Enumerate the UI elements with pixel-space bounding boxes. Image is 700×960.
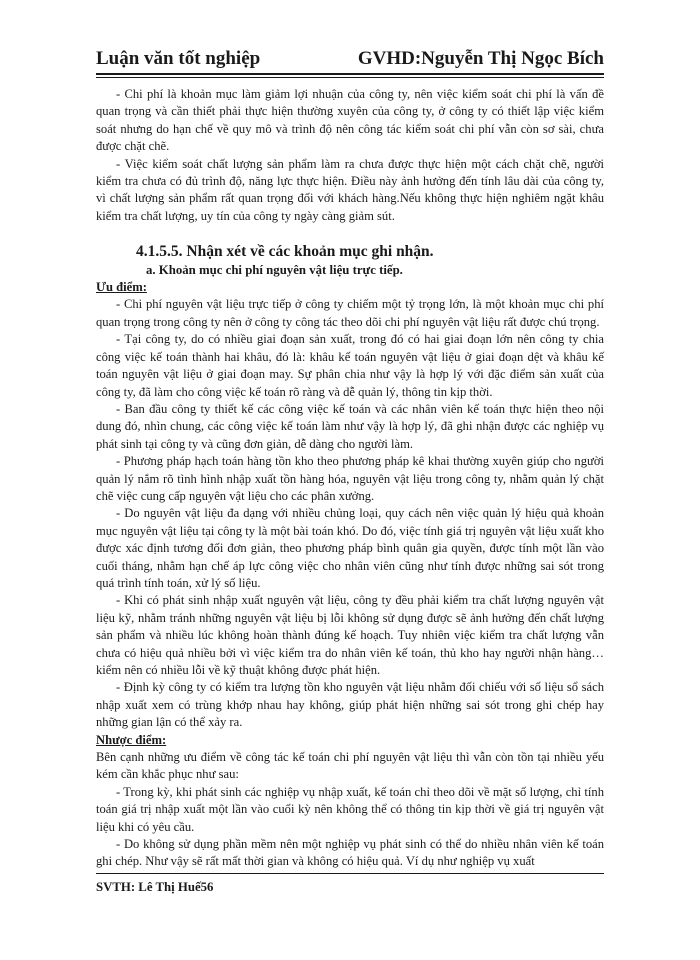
disadvantage-item-1: - Trong kỳ, khi phát sinh các nghiệp vụ nhập xuất, kế toán chỉ theo dõi về mặt số lượng, chỉ tính toán giá trị nhập xuất một lần vào cuối kỳ nên không thể có thông tin kịp thời về giá trị nguyên vật liệu khi có yêu cầu. bbox=[96, 784, 604, 834]
intro-paragraph-2: - Việc kiểm soát chất lượng sản phẩm làm ra chưa được thực hiện một cách chặt chẽ, người kiểm tra chưa có đủ trình độ, năng lực thực hiện. Điều này ảnh hưởng đến tính lâu dài của công ty, vì chất lượng sản phẩm rất quan trọng đối với khách hàng.Nếu không thực hiện nghiêm ngặt khâu kiểm tra chất lượng, uy tín của công ty ngày càng giảm sút. bbox=[96, 156, 604, 223]
advantage-item-1: - Chi phí nguyên vật liệu trực tiếp ở công ty chiếm một tỷ trọng lớn, là một khoản mục chi phí quan trọng trong công ty nên ở công ty công tác theo dõi chi phí nguyên vật liệu rất được chú trọng. bbox=[96, 297, 604, 329]
page-header bbox=[96, 42, 604, 70]
footer-rule bbox=[96, 873, 604, 874]
intro-paragraph-1: - Chi phí là khoản mục làm giảm lợi nhuận của công ty, nên việc kiểm soát chi phí là vấn đề quan trọng và cần thiết phải thực hiện thường xuyên của công ty, ở công ty có thiết lập việc kiểm soát nhưng do hạn chế về quy mô và trình độ nên công tác kiểm soát chi phí vẫn còn sơ sài, chưa được chặt chẽ. bbox=[96, 87, 604, 154]
subsection-title: a. Khoản mục chi phí nguyên vật liệu trực tiếp. bbox=[146, 262, 403, 277]
header-rule-thin bbox=[96, 77, 604, 78]
disadvantages-heading: Nhược điểm: bbox=[96, 732, 167, 747]
advantage-item-5: - Do nguyên vật liệu đa dạng với nhiều chủng loại, quy cách nên việc quản lý hiệu quả khoản mục nguyên vật liệu tại công ty là một bài toán khó. Do đó, việc tính giá trị nguyên vật liệu xuất kho được xác định tương đối đơn giản, theo phương pháp bình quân gia quyền, được tính một lần vào cuối tháng, nhằm hạn chế áp lực công việc cho nhân viên cũng như tính được những sai sót trong quá trình tính toán, xử lý số liệu. bbox=[96, 506, 604, 590]
disadvantage-item-2: - Do không sử dụng phần mềm nên một nghiệp vụ phát sinh có thể do nhiều nhân viên kế toán ghi chép. Như vậy sẽ rất mất thời gian và không có hiệu quả. Ví dụ như nghiệp vụ xuất bbox=[96, 837, 604, 869]
disadvantages-lead: Bên cạnh những ưu điểm về công tác kế toán chi phí nguyên vật liệu thì vẫn còn tồn tại nhiều yếu kém cần khắc phục như sau: bbox=[96, 750, 604, 782]
header-rule-thick bbox=[96, 73, 604, 75]
advantage-item-3: - Ban đầu công ty thiết kế các công việc kế toán và các nhân viên kế toán thực hiện theo nội dung đó, nhìn chung, các công việc kế toán làm như vậy là hợp lý, đã ghi nhận được các nghiệp vụ phát sinh tại công ty và cũng đơn giản, dễ dàng cho người làm. bbox=[96, 401, 604, 451]
advantage-item-2: - Tại công ty, do có nhiều giai đoạn sản xuất, trong đó có hai giai đoạn lớn nên công ty chia công việc kế toán thành hai khâu, đó là: khâu kế toán nguyên vật liệu ở giai đoạn dệt và khâu kế toán nguyên vật liệu ở giai đoạn may. Sự phân chia như vậy là hợp lý với đặc điểm sản xuất của công ty, đã làm cho công việc kế toán rõ ràng và dễ quản lý, thông tin kịp thời. bbox=[96, 332, 604, 399]
advantage-item-7: - Định kỳ công ty có kiểm tra lượng tồn kho nguyên vật liệu nhằm đối chiếu với số liệu sổ sách nhập xuất xem có trùng khớp nhau hay không, giúp phát hiện những sai sót trong ghi chép hay những gian lận có thể xảy ra. bbox=[96, 680, 604, 730]
page-footer: SVTH: Lê Thị Huế56 bbox=[96, 880, 214, 894]
advisor-label: GVHD:Nguyễn Thị Ngọc Bích bbox=[357, 48, 604, 69]
section-title: 4.1.5.5. Nhận xét về các khoản mục ghi nhận. bbox=[136, 243, 434, 261]
advantage-item-4: - Phương pháp hạch toán hàng tồn kho theo phương pháp kê khai thường xuyên giúp cho người quản lý nắm rõ tình hình nhập xuất tồn hàng hóa, nguyên vật liệu trong công ty, nhằm quản lý chặt chẽ việc cung cấp nguyên vật liệu cho các phân xưởng. bbox=[96, 454, 604, 503]
thesis-label: Luận văn tốt nghiệp bbox=[96, 48, 261, 69]
advantage-item-6: - Khi có phát sinh nhập xuất nguyên vật liệu, công ty đều phải kiểm tra chất lượng nguyên vật liệu kỹ, nhằm tránh những nguyên vật liệu bị lỗi không sử dụng được sẽ ảnh hưởng đến chất lượng sản phẩm và nhiều lúc không hoàn thành đúng kế hoạch. Tuy nhiên việc kiểm tra chất lượng vẫn chưa có hiệu quả nhiều bởi vì việc kiểm tra do nhân viên kế toán, thủ kho hay người nhận hàng… kiểm nên có nhiều lỗi về kỹ thuật không được phát hiện. bbox=[96, 593, 604, 677]
page-body bbox=[96, 86, 604, 871]
advantages-heading: Ưu điểm: bbox=[96, 280, 147, 295]
